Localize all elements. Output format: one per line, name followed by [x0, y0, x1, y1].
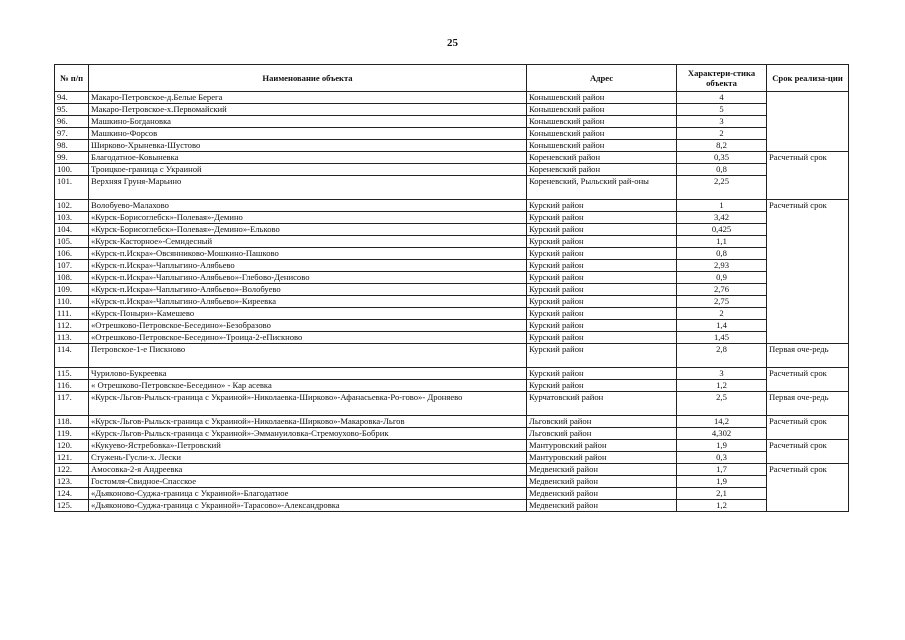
object-address: Кореневский район: [527, 164, 677, 176]
row-number: 109.: [55, 284, 89, 296]
object-name: « Отрешково-Петровское-Беседино» - Кар асевка: [89, 380, 527, 392]
table-row: [55, 464, 849, 476]
row-number: 118.: [55, 416, 89, 428]
table-row: [55, 224, 849, 236]
implementation-term: [767, 92, 849, 152]
row-number: 99.: [55, 152, 89, 164]
object-name: «Курск-п.Искра»-Чаплыгино-Алябьево: [89, 260, 527, 272]
object-name: Чурилово-Букреевка: [89, 368, 527, 380]
object-address: Курский район: [527, 224, 677, 236]
row-number: 100.: [55, 164, 89, 176]
row-number: 106.: [55, 248, 89, 260]
object-characteristic: 0,8: [677, 164, 767, 176]
object-characteristic: 1,2: [677, 380, 767, 392]
row-number: 95.: [55, 104, 89, 116]
row-number: 98.: [55, 140, 89, 152]
object-name: «Отрешково-Петровское-Беседино»-Троица-2-еПискново: [89, 332, 527, 344]
row-number: 121.: [55, 452, 89, 464]
implementation-term: Первая оче-редь: [767, 344, 849, 368]
object-address: Курский район: [527, 296, 677, 308]
table-row: [55, 164, 849, 176]
row-number: 113.: [55, 332, 89, 344]
object-address: Мантуровский район: [527, 452, 677, 464]
object-characteristic: 1: [677, 200, 767, 212]
objects-table: [54, 64, 849, 512]
object-characteristic: 2,75: [677, 296, 767, 308]
object-address: Медвенский район: [527, 500, 677, 512]
object-name: Благодатное-Ковыневка: [89, 152, 527, 164]
row-number: 112.: [55, 320, 89, 332]
object-address: Курчатовский район: [527, 392, 677, 416]
object-address: Курский район: [527, 368, 677, 380]
row-number: 119.: [55, 428, 89, 440]
table-row: [55, 500, 849, 512]
object-name: «Курск-Льгов-Рыльск-граница с Украиной»-Эммануиловка-Стремоухово-Бобрик: [89, 428, 527, 440]
row-number: 103.: [55, 212, 89, 224]
table-row: [55, 368, 849, 380]
table-row: [55, 440, 849, 452]
object-name: Троицкое-граница с Украиной: [89, 164, 527, 176]
object-name: «Курск-п.Искра»-Чаплыгино-Алябьево»-Киреевка: [89, 296, 527, 308]
row-number: 107.: [55, 260, 89, 272]
row-number: 111.: [55, 308, 89, 320]
table-row: [55, 212, 849, 224]
header-characteristic: Характери-стика объекта: [677, 65, 767, 92]
object-characteristic: 2: [677, 128, 767, 140]
table-row: [55, 344, 849, 368]
table-row: [55, 332, 849, 344]
object-characteristic: 3: [677, 368, 767, 380]
object-characteristic: 1,9: [677, 476, 767, 488]
row-number: 114.: [55, 344, 89, 368]
object-name: Верхняя Груня-Марьино: [89, 176, 527, 200]
row-number: 124.: [55, 488, 89, 500]
implementation-term: Первая оче-редь: [767, 392, 849, 416]
row-number: 120.: [55, 440, 89, 452]
object-address: Курский район: [527, 260, 677, 272]
implementation-term: Расчетный срок: [767, 464, 849, 512]
table-row: [55, 104, 849, 116]
object-name: Гостомля-Свидное-Спасское: [89, 476, 527, 488]
object-characteristic: 0,425: [677, 224, 767, 236]
table-row: [55, 320, 849, 332]
object-name: «Дьяконово-Суджа-граница с Украиной»-Благодатное: [89, 488, 527, 500]
implementation-term: Расчетный срок: [767, 152, 849, 200]
header-num: № п/п: [55, 65, 89, 92]
row-number: 108.: [55, 272, 89, 284]
table-row: [55, 428, 849, 440]
object-address: Курский район: [527, 236, 677, 248]
object-characteristic: 1,2: [677, 500, 767, 512]
object-characteristic: 8,2: [677, 140, 767, 152]
object-address: Конышевский район: [527, 104, 677, 116]
object-characteristic: 2,1: [677, 488, 767, 500]
object-name: «Курск-Льгов-Рыльск-граница с Украиной»-Николаевка-Ширково»-Макаровка-Льгов: [89, 416, 527, 428]
implementation-term: Расчетный срок: [767, 368, 849, 392]
object-characteristic: 2,8: [677, 344, 767, 368]
object-address: Медвенский район: [527, 488, 677, 500]
object-characteristic: 0,9: [677, 272, 767, 284]
object-characteristic: 14,2: [677, 416, 767, 428]
row-number: 96.: [55, 116, 89, 128]
table-row: [55, 116, 849, 128]
object-name: «Курск-п.Искра»-Чаплыгино-Алябьево»-Волобуево: [89, 284, 527, 296]
table-row: [55, 152, 849, 164]
object-characteristic: 0,35: [677, 152, 767, 164]
object-address: Конышевский район: [527, 128, 677, 140]
table-row: [55, 248, 849, 260]
object-address: Курский район: [527, 308, 677, 320]
row-number: 116.: [55, 380, 89, 392]
object-name: «Курск-п.Искра»-Чаплыгино-Алябьево»-Глебово-Денисово: [89, 272, 527, 284]
object-characteristic: 1,9: [677, 440, 767, 452]
table-header-row: [55, 65, 849, 92]
object-characteristic: 2,76: [677, 284, 767, 296]
row-number: 117.: [55, 392, 89, 416]
object-name: Машкино-Форсов: [89, 128, 527, 140]
object-characteristic: 5: [677, 104, 767, 116]
object-name: Макаро-Петровское-х.Первомайский: [89, 104, 527, 116]
object-characteristic: 0,8: [677, 248, 767, 260]
row-number: 101.: [55, 176, 89, 200]
object-characteristic: 2: [677, 308, 767, 320]
object-name: Волобуево-Малахово: [89, 200, 527, 212]
object-characteristic: 3: [677, 116, 767, 128]
object-name: Машкино-Богдановка: [89, 116, 527, 128]
object-characteristic: 2,25: [677, 176, 767, 200]
object-name: Ширково-Хрыневка-Шустово: [89, 140, 527, 152]
object-name: «Курск-Борисоглебск»-Полевая»-Демино: [89, 212, 527, 224]
object-characteristic: 0,3: [677, 452, 767, 464]
object-address: Медвенский район: [527, 476, 677, 488]
object-address: Конышевский район: [527, 116, 677, 128]
header-name: Наименование объекта: [89, 65, 527, 92]
table-row: [55, 200, 849, 212]
object-name: «Курск-п.Искра»-Овсянниково-Мошкино-Пашково: [89, 248, 527, 260]
object-characteristic: 1,45: [677, 332, 767, 344]
object-address: Курский район: [527, 200, 677, 212]
row-number: 122.: [55, 464, 89, 476]
object-name: «Курск-Льгов-Рыльск-граница с Украиной»-Николаевка-Ширково»-Афанасьевка-Ро-гово»- Дроняево: [89, 392, 527, 416]
object-characteristic: 4,302: [677, 428, 767, 440]
row-number: 104.: [55, 224, 89, 236]
table-row: [55, 236, 849, 248]
object-characteristic: 1,7: [677, 464, 767, 476]
row-number: 102.: [55, 200, 89, 212]
table-row: [55, 128, 849, 140]
implementation-term: Расчетный срок: [767, 200, 849, 344]
object-characteristic: 2,93: [677, 260, 767, 272]
row-number: 123.: [55, 476, 89, 488]
table-row: [55, 392, 849, 416]
table-row: [55, 284, 849, 296]
object-address: Конышевский район: [527, 92, 677, 104]
object-address: Курский район: [527, 380, 677, 392]
table-row: [55, 92, 849, 104]
object-name: Петровское-1-е Пискново: [89, 344, 527, 368]
object-characteristic: 3,42: [677, 212, 767, 224]
table-row: [55, 140, 849, 152]
object-address: Кореневский район: [527, 152, 677, 164]
table-body: [55, 92, 849, 512]
object-name: «Курск-Касторное»-Семидесный: [89, 236, 527, 248]
object-address: Курский район: [527, 272, 677, 284]
row-number: 125.: [55, 500, 89, 512]
object-name: Макаро-Петровское-д.Белые Берега: [89, 92, 527, 104]
object-address: Курский район: [527, 248, 677, 260]
object-name: «Дьяконово-Суджа-граница с Украиной»-Тарасово»-Александровка: [89, 500, 527, 512]
object-name: «Курск-Борисоглебск»-Полевая»-Демино»-Ельково: [89, 224, 527, 236]
object-characteristic: 1,4: [677, 320, 767, 332]
object-address: Мантуровский район: [527, 440, 677, 452]
implementation-term: Расчетный срок: [767, 440, 849, 464]
object-characteristic: 4: [677, 92, 767, 104]
object-name: Стужень-Гусли-х. Лески: [89, 452, 527, 464]
row-number: 94.: [55, 92, 89, 104]
object-address: Курский район: [527, 212, 677, 224]
object-characteristic: 1,1: [677, 236, 767, 248]
table-row: [55, 476, 849, 488]
implementation-term: Расчетный срок: [767, 416, 849, 440]
table-row: [55, 296, 849, 308]
row-number: 115.: [55, 368, 89, 380]
table-row: [55, 380, 849, 392]
object-characteristic: 2,5: [677, 392, 767, 416]
table-row: [55, 452, 849, 464]
object-address: Курский район: [527, 332, 677, 344]
header-address: Адрес: [527, 65, 677, 92]
object-address: Медвенский район: [527, 464, 677, 476]
row-number: 105.: [55, 236, 89, 248]
object-address: Кореневский, Рыльский рай-оны: [527, 176, 677, 200]
table-row: [55, 176, 849, 200]
table-row: [55, 488, 849, 500]
object-name: «Отрешково-Петровское-Беседино»-Безобразово: [89, 320, 527, 332]
object-name: Амосовка-2-я Андреевка: [89, 464, 527, 476]
object-address: Льговский район: [527, 416, 677, 428]
row-number: 110.: [55, 296, 89, 308]
table-row: [55, 260, 849, 272]
table-row: [55, 308, 849, 320]
table-row: [55, 272, 849, 284]
row-number: 97.: [55, 128, 89, 140]
object-name: «Кукуево-Ястребовка»-Петровский: [89, 440, 527, 452]
object-name: «Курск-Поныри»-Камешево: [89, 308, 527, 320]
object-address: Курский район: [527, 320, 677, 332]
object-address: Курский район: [527, 284, 677, 296]
object-address: Льговский район: [527, 428, 677, 440]
header-term: Срок реализа-ции: [767, 65, 849, 92]
object-address: Курский район: [527, 344, 677, 368]
page-number: 25: [447, 37, 458, 49]
table-row: [55, 416, 849, 428]
object-address: Конышевский район: [527, 140, 677, 152]
